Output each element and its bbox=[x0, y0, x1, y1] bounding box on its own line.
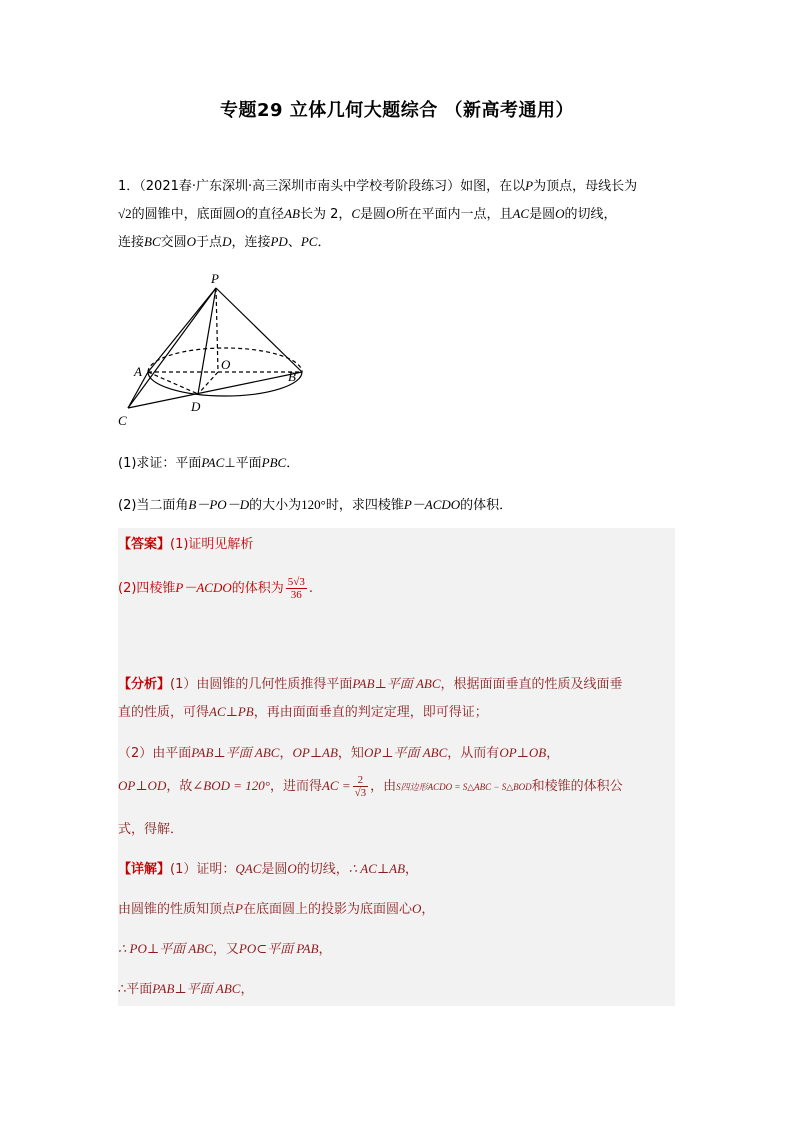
problem-number: 1． bbox=[118, 179, 140, 194]
label-b: B bbox=[288, 369, 296, 384]
fraction-denominator: 36 bbox=[290, 589, 302, 601]
detail-text: ， bbox=[405, 862, 419, 877]
var-o: O bbox=[386, 206, 396, 221]
var-pd: PD bbox=[270, 234, 288, 249]
analysis-line-4 bbox=[118, 774, 623, 799]
answer-volume-fraction bbox=[286, 576, 307, 601]
stem-text: 的直径 bbox=[245, 207, 285, 222]
q1-plane-a: PAC bbox=[201, 455, 225, 470]
question-1 bbox=[118, 452, 299, 471]
detail-math: O bbox=[287, 861, 297, 876]
detail-text: 由圆锥的性质知顶点 bbox=[118, 902, 236, 917]
analysis-math: AC = bbox=[321, 778, 351, 793]
analysis-line-2 bbox=[118, 701, 488, 720]
stem-text: 交圆 bbox=[160, 235, 187, 250]
analysis-tag: 【分析】 bbox=[118, 677, 171, 692]
stem-text: 长为 2， bbox=[299, 207, 352, 222]
fraction-numerator: 2 bbox=[353, 774, 369, 787]
segment-pa bbox=[148, 288, 216, 372]
analysis-text: ，知 bbox=[337, 746, 364, 761]
answer-2-pyramid: P－ACDO bbox=[175, 580, 232, 595]
segment-pd bbox=[198, 288, 216, 394]
var-c: C bbox=[351, 206, 361, 221]
q2-text: 的体积． bbox=[460, 498, 513, 513]
fraction-denominator: √3 bbox=[354, 787, 367, 799]
answer-tag: 【答案】 bbox=[118, 537, 171, 552]
var-d: D bbox=[222, 234, 232, 249]
detail-text: ， bbox=[421, 902, 435, 917]
var-ab: AB bbox=[284, 206, 300, 221]
detail-math: P bbox=[235, 901, 243, 916]
detail-math: ∴ PO⊥平面 ABC bbox=[118, 941, 213, 956]
var-o: O bbox=[186, 234, 197, 249]
detail-text: 在底面圆上的投影为底面圆心 bbox=[242, 902, 412, 917]
problem-statement bbox=[118, 172, 678, 256]
detail-line-3 bbox=[118, 938, 332, 957]
detail-text: ∴平面 bbox=[118, 982, 153, 997]
analysis-line-1 bbox=[118, 673, 623, 692]
analysis-line-3 bbox=[118, 742, 559, 761]
stem-text: 为顶点，母线长为 bbox=[533, 179, 638, 194]
analysis-math: OP⊥AB bbox=[292, 745, 338, 760]
stem-text: 的圆锥中，底面圆 bbox=[131, 207, 236, 222]
analysis-math: AC⊥PB bbox=[209, 704, 254, 719]
analysis-math: OP⊥平面 ABC bbox=[363, 745, 448, 760]
detail-math: QAC bbox=[235, 861, 262, 876]
stem-text: 是圆 bbox=[529, 207, 556, 222]
detail-text: ，又 bbox=[212, 942, 239, 957]
analysis-math: OP⊥OD bbox=[118, 778, 167, 793]
analysis-text: ， bbox=[546, 746, 560, 761]
analysis-text: 式，得解． bbox=[118, 822, 184, 837]
var-p: P bbox=[525, 178, 534, 193]
var-bc: BC bbox=[144, 234, 161, 249]
var-o: O bbox=[235, 206, 246, 221]
q2-angle: B－PO－D bbox=[188, 497, 250, 512]
analysis-math: ∠BOD = 120° bbox=[192, 778, 270, 793]
analysis-text: （2）由平面 bbox=[118, 746, 192, 761]
analysis-text: 和棱锥的体积公 bbox=[531, 779, 623, 794]
var-ac: AC bbox=[512, 206, 530, 221]
analysis-line-5 bbox=[118, 818, 183, 837]
q1-text: ． bbox=[286, 456, 300, 471]
q1-plane-b: PBC bbox=[261, 455, 287, 470]
detail-math: PO⊂平面 PAB bbox=[238, 941, 319, 956]
label-d: D bbox=[191, 399, 201, 414]
answer-2-text: (2)四棱锥 bbox=[118, 581, 176, 596]
detail-text: (1）证明： bbox=[170, 862, 236, 877]
q2-text: 时，求四棱锥 bbox=[325, 498, 404, 513]
stem-text: 、 bbox=[287, 235, 301, 250]
analysis-math: OP⊥OB bbox=[499, 745, 547, 760]
answer-2-text: . bbox=[308, 581, 313, 596]
cone-figure bbox=[112, 268, 312, 434]
detail-text: 的切线， bbox=[296, 862, 349, 877]
stem-text: 连接 bbox=[118, 235, 145, 250]
analysis-text: ，进而得 bbox=[269, 779, 322, 794]
answer-line-1 bbox=[118, 533, 253, 552]
analysis-text: ，再由面面垂直的判定定理，即可得证； bbox=[253, 705, 488, 720]
label-p: P bbox=[211, 271, 219, 286]
base-front-arc bbox=[148, 372, 302, 396]
sqrt2: √2 bbox=[118, 206, 132, 221]
var-o: O bbox=[555, 206, 565, 221]
problem-source: （2021春·广东深圳·高三深圳市南头中学校考阶段练习） bbox=[139, 179, 461, 194]
q2-text: (2)当二面角 bbox=[118, 498, 189, 513]
detail-text: ， bbox=[240, 982, 254, 997]
detail-line-2 bbox=[118, 898, 434, 917]
area-formula: S四边形ACDO = S△ABC − S△BOD bbox=[396, 782, 532, 792]
q2-pyramid: P－ACDO bbox=[403, 497, 461, 512]
stem-text: ． bbox=[317, 235, 331, 250]
label-a: A bbox=[134, 364, 142, 379]
q2-text: 的大小为 bbox=[249, 498, 302, 513]
detail-tag: 【详解】 bbox=[118, 862, 171, 877]
stem-text: 是圆 bbox=[360, 207, 387, 222]
detail-text: ， bbox=[318, 942, 332, 957]
analysis-math: PAB⊥平面 ABC bbox=[191, 745, 280, 760]
analysis-text: ，由 bbox=[370, 779, 397, 794]
analysis-text: ，从而有 bbox=[447, 746, 500, 761]
var-pc: PC bbox=[300, 234, 318, 249]
fraction-numerator: 5√3 bbox=[287, 576, 305, 588]
stem-text: 如图，在以 bbox=[460, 179, 526, 194]
analysis-text: ，故 bbox=[166, 779, 193, 794]
detail-line-4 bbox=[118, 978, 253, 997]
detail-math: PAB⊥平面 ABC bbox=[152, 981, 241, 996]
ac-fraction bbox=[353, 774, 369, 799]
label-o: O bbox=[221, 357, 231, 372]
analysis-text: ，根据面面垂直的性质及线面垂 bbox=[440, 677, 623, 692]
analysis-text: (1）由圆锥的几何性质推得平面 bbox=[170, 677, 353, 692]
stem-text: ，连接 bbox=[231, 235, 271, 250]
segment-po bbox=[216, 288, 218, 372]
analysis-math: PAB⊥平面 ABC bbox=[352, 676, 441, 691]
stem-text: 的切线， bbox=[564, 207, 617, 222]
analysis-text: ， bbox=[279, 746, 293, 761]
page-title: 专题29 立体几何大题综合 （新高考通用） bbox=[219, 100, 575, 121]
question-2 bbox=[118, 494, 512, 513]
q1-text: ⊥平面 bbox=[224, 456, 262, 471]
analysis-text: 直的性质，可得 bbox=[118, 705, 210, 720]
answer-line-2 bbox=[118, 576, 313, 601]
answer-1: (1)证明见解析 bbox=[170, 537, 254, 552]
detail-line-1 bbox=[118, 858, 418, 877]
label-c: C bbox=[118, 413, 127, 428]
answer-2-text: 的体积为 bbox=[231, 581, 284, 596]
detail-math: O bbox=[411, 901, 422, 916]
stem-text: 所在平面内一点，且 bbox=[395, 207, 513, 222]
stem-text: 于点 bbox=[196, 235, 223, 250]
detail-text: 是圆 bbox=[261, 862, 288, 877]
detail-math: ∴ AC⊥AB bbox=[348, 861, 406, 876]
q1-text: (1)求证：平面 bbox=[118, 456, 202, 471]
q2-degree: 120° bbox=[301, 497, 326, 512]
